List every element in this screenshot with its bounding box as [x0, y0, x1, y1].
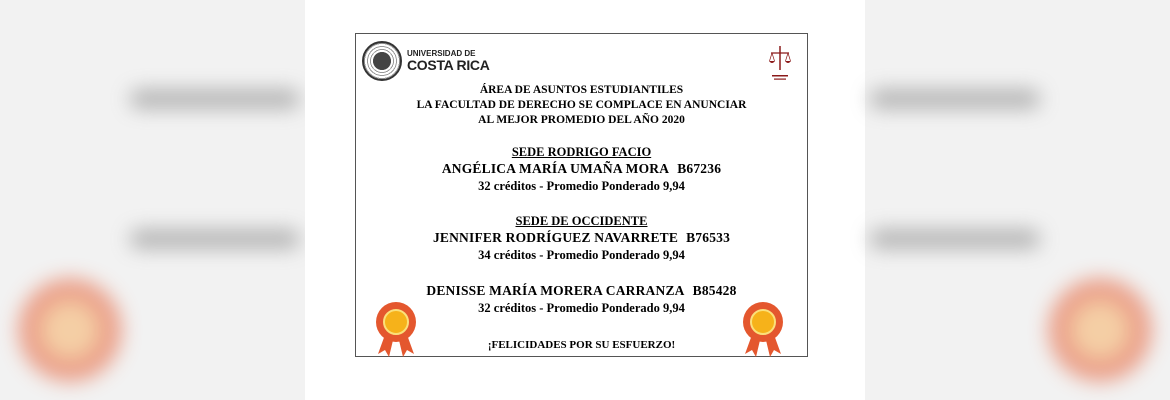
header	[356, 83, 807, 128]
awardee-info: 32 créditos - Promedio Ponderado 9,94	[478, 179, 685, 193]
ucr-logo	[362, 40, 490, 82]
award-ribbon-icon	[374, 300, 418, 358]
awardee-info: 32 créditos - Promedio Ponderado 9,94	[478, 301, 685, 315]
header-line1: ÁREA DE ASUNTOS ESTUDIANTILES	[479, 84, 684, 96]
awardee-info: 34 créditos - Promedio Ponderado 9,94	[478, 248, 685, 262]
blurred-background-right	[870, 0, 1170, 400]
award-ribbon-icon	[741, 300, 785, 358]
awardee-fullname: JENNIFER RODRÍGUEZ NAVARRETE	[432, 230, 679, 245]
congratulations-text: ¡FELICIDADES POR SU ESFUERZO!	[487, 339, 676, 351]
header-line2: LA FACULTAD DE DERECHO SE COMPLACE EN ANUNCIAR	[416, 99, 747, 111]
sede-title: SEDE RODRIGO FACIO	[511, 145, 652, 159]
announcement-card	[355, 33, 808, 357]
sede-title: SEDE DE OCCIDENTE	[515, 214, 648, 228]
university-line1: UNIVERSIDAD DE	[407, 49, 476, 58]
awardee-fullname: DENISSE MARÍA MORERA CARRANZA	[426, 283, 685, 298]
university-line2: COSTA RICA	[407, 57, 490, 73]
awardee-2	[356, 214, 807, 264]
header-line3: AL MEJOR PROMEDIO DEL AÑO 2020	[478, 114, 685, 126]
awardee-name	[356, 282, 807, 300]
awardee-name	[356, 229, 807, 247]
awardee-fullname: ANGÉLICA MARÍA UMAÑA MORA	[441, 161, 670, 176]
awardee-carne: B85428	[692, 283, 737, 298]
awardee-3	[356, 282, 807, 317]
seal-icon	[362, 41, 402, 81]
awardee-1	[356, 145, 807, 195]
scales-icon	[767, 44, 793, 84]
awardee-carne: B67236	[677, 161, 722, 176]
awardee-name	[356, 160, 807, 178]
awardee-carne: B76533	[686, 230, 731, 245]
blurred-background-left	[0, 0, 300, 400]
